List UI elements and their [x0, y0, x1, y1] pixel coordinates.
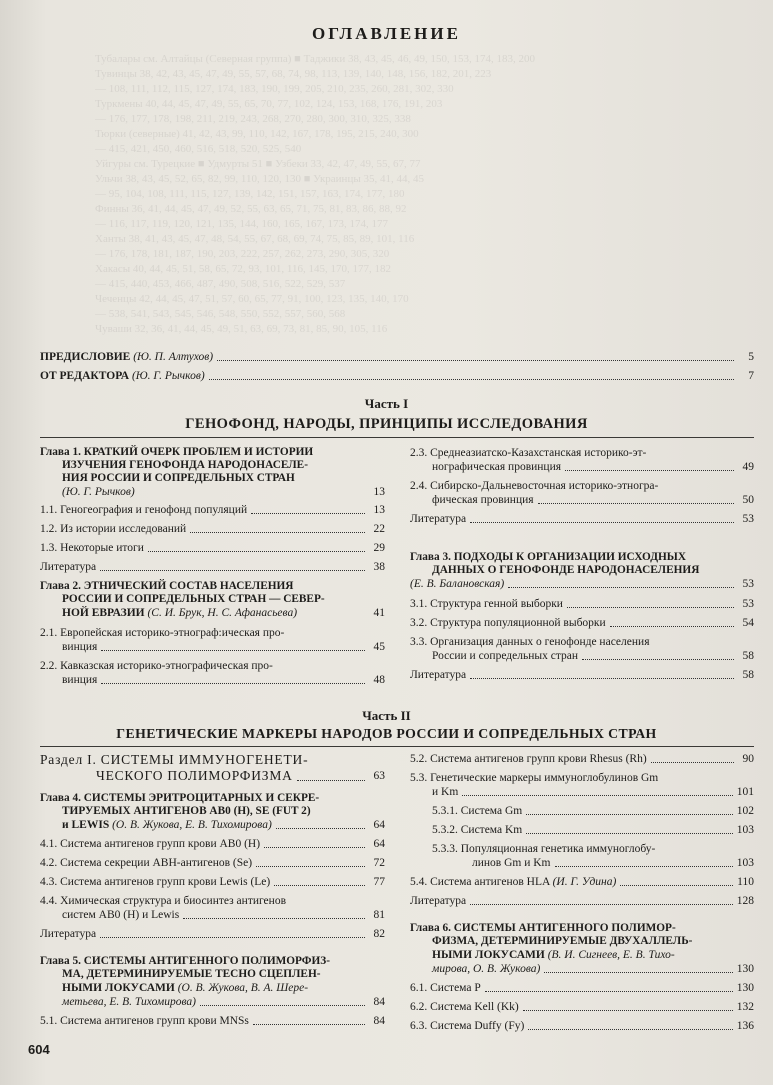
entry-label: систем АВ0 (Н) и Lewis	[62, 909, 180, 921]
page-ref: 13	[373, 486, 385, 498]
entry-label: ОТ РЕДАКТОРА	[40, 370, 130, 382]
toc-section-2-3[interactable]	[410, 446, 754, 474]
chapter-line: ФИЗМА, ДЕТЕРМИНИРУЕМЫЕ ДВУХАЛЛЕЛЬ-	[432, 935, 693, 947]
entry-label: 3.3. Организация данных о генофонде населения	[410, 636, 650, 648]
entry-label: нографическая провинция	[432, 461, 562, 473]
entry-label: 6.1. Система P	[410, 982, 481, 994]
page-ref: 54	[742, 617, 754, 629]
page-ref: 132	[736, 1001, 754, 1013]
page-ref: 53	[742, 513, 754, 525]
toc-section-5-3-1[interactable]	[410, 804, 754, 818]
entry-label: и Km	[432, 786, 459, 798]
leader-dots	[582, 659, 734, 660]
toc-section-3-1[interactable]	[410, 597, 754, 611]
page-ref: 128	[736, 895, 754, 907]
leader-dots	[101, 650, 365, 651]
toc-chapter-6[interactable]	[410, 922, 754, 976]
entry-author: (Е. В. Балановская)	[410, 578, 505, 590]
toc-literature-1[interactable]	[40, 560, 385, 574]
toc-chapter-2[interactable]	[40, 580, 385, 620]
page-ref: 110	[737, 876, 754, 888]
entry-label: России и сопредельных стран	[432, 650, 579, 662]
divider	[40, 437, 754, 438]
chapter-line: НИЯ РОССИИ И СОПРЕДЕЛЬНЫХ СТРАН	[62, 472, 295, 484]
leader-dots	[555, 866, 733, 867]
part-title: ГЕНЕТИЧЕСКИЕ МАРКЕРЫ НАРОДОВ РОССИИ И СОПРЕДЕЛЬНЫХ СТРАН	[116, 726, 657, 741]
part-label: Часть II	[362, 708, 411, 723]
toc-section-4-1[interactable]	[40, 837, 385, 851]
leader-dots	[297, 780, 365, 781]
entry-label: 4.2. Система секреции АВН-антигенов (Se)	[40, 857, 253, 869]
leader-dots	[544, 972, 732, 973]
page-ref: 48	[373, 674, 385, 686]
toc-literature-5[interactable]	[410, 894, 754, 908]
toc-section-5-2[interactable]	[410, 752, 754, 766]
entry-label: Раздел I. СИСТЕМЫ ИММУНОГЕНЕТИ-	[40, 752, 309, 767]
chapter-line: Глава 5. СИСТЕМЫ АНТИГЕННОГО ПОЛИМОРФИЗ-	[40, 955, 330, 967]
entry-label: 5.3.2. Система Km	[432, 824, 523, 836]
page-ref: 90	[742, 753, 754, 765]
toc-entry-editor-note[interactable]	[40, 369, 754, 383]
chapter-line: МА, ДЕТЕРМИНИРУЕМЫЕ ТЕСНО СЦЕПЛЕН-	[62, 968, 321, 980]
entry-label: 6.3. Система Duffy (Fy)	[410, 1020, 525, 1032]
page-ref: 136	[736, 1020, 754, 1032]
page-ref: 53	[742, 578, 754, 590]
entry-label: Литература	[410, 513, 467, 525]
entry-label: 2.4. Сибирско-Дальневосточная историко-этногра-	[410, 480, 659, 492]
entry-label: ПРЕДИСЛОВИЕ	[40, 351, 131, 363]
page-ref: 130	[736, 982, 754, 994]
toc-right-column-part1	[410, 446, 754, 682]
toc-right-column-part2	[410, 752, 754, 1033]
toc-literature-2[interactable]	[410, 512, 754, 526]
leader-dots	[567, 607, 734, 608]
chapter-line: ТИРУЕМЫХ АНТИГЕНОВ АВ0 (Н), SE (FUT 2)	[62, 805, 311, 817]
leader-dots	[485, 991, 733, 992]
page-ref: 82	[373, 928, 385, 940]
page-ref: 22	[373, 523, 385, 535]
page-ref: 64	[373, 819, 385, 831]
toc-section-5-3-3[interactable]	[410, 842, 754, 870]
entry-label: 1.1. Геногеография и генофонд популяций	[40, 504, 248, 516]
entry-label: 4.3. Система антигенов групп крови Lewis (Le)	[40, 876, 271, 888]
chapter-line: ДАННЫХ О ГЕНОФОНДЕ НАРОДОНАСЕЛЕНИЯ	[432, 564, 700, 576]
toc-section-6-2[interactable]	[410, 1000, 754, 1014]
entry-label: 2.1. Европейская историко-этнограф:ическая про-	[40, 627, 285, 639]
entry-label: 3.1. Структура генной выборки	[410, 598, 563, 610]
leader-dots	[274, 885, 365, 886]
entry-label: 4.1. Система антигенов групп крови АВ0 (Н)	[40, 838, 261, 850]
page-ref: 50	[742, 494, 754, 506]
page-ref: 103	[736, 857, 754, 869]
toc-section-6-3[interactable]	[410, 1019, 754, 1033]
chapter-line: НЫМИ ЛОКУСАМИ	[432, 949, 545, 961]
entry-label: 1.2. Из истории исследований	[40, 523, 187, 535]
chapter-line: Глава 4. СИСТЕМЫ ЭРИТРОЦИТАРНЫХ И СЕКРЕ-	[40, 792, 320, 804]
entry-author: (О. В. Жукова, Е. В. Тихомирова)	[112, 819, 272, 831]
toc-section-2-2[interactable]	[40, 659, 385, 687]
page-ref: 72	[373, 857, 385, 869]
page-ref: 101	[736, 786, 754, 798]
entry-label: 5.2. Система антигенов групп крови Rhesus (Rh)	[410, 753, 647, 765]
leader-dots	[148, 551, 365, 552]
leader-dots	[526, 814, 733, 815]
leader-dots	[565, 470, 734, 471]
toc-section-1-3[interactable]	[40, 541, 385, 555]
leader-dots	[620, 885, 733, 886]
toc-section-4-4[interactable]	[40, 894, 385, 922]
entry-author: мирова, О. В. Жукова)	[432, 963, 541, 975]
entry-label: 5.3.1. Система Gm	[432, 805, 523, 817]
page-ref: 13	[373, 504, 385, 516]
toc-section-5-3-2[interactable]	[410, 823, 754, 837]
page-ref: 41	[373, 607, 385, 619]
page-ref: 84	[373, 1015, 385, 1027]
toc-chapter-3[interactable]	[410, 551, 754, 591]
page-ref: 29	[373, 542, 385, 554]
entry-label: 4.4. Химическая структура и биосинтез антигенов	[40, 895, 286, 907]
bleed-through-text: Тубалары см. Алтайцы (Северная группа) ■ Таджики 38, 43, 45, 46, 49, 150, 153, 174, 183, 200 Тувинцы 38, 42, 43, 45, 47, 49, 55, 57, 68, 74, 98, 113, 139, 140, 148, 156, 182, 201, 223 — 108, 111, 112, 115, 127, 174, 183, 190, 199, 205, 210, 235, 260, 281, 302, 330 Туркмены 40, 44, 45, 47, 49, 55, 65, 70, 77, 102, 124, 153, 168, 176, 191, 203 — 176, 177, 178, 198, 211, 219, 243, 268, 270, 280, 300, 310, 325, 338 Тюрки (северные) 41, 42, 43, 99, 110, 142, 167, 178, 195, 215, 240, 300 — 415, 421, 450, 460, 516, 518, 520, 525, 540 Уйгуры см. Турецкие ■ Удмурты 51 ■ Узбеки 33, 42, 47, 49, 55, 67, 77 Ульчи 38, 43, 45, 52, 65, 82, 99, 110, 120, 130 ■ Украинцы 35, 41, 44, 45 — 95, 104, 108, 111, 115, 127, 139, 142, 151, 157, 163, 174, 177, 180 Финны 36, 41, 44, 45, 47, 49, 52, 55, 63, 65, 71, 75, 81, 83, 86, 88, 92 — 116, 117, 119, 120, 121, 135, 144, 160, 165, 167, 173, 174, 177 Ханты 38, 41, 43, 45, 47, 48, 54, 55, 67, 68, 69, 74, 75, 85, 89, 101, 116 — 176, 178, 181, 187, 190, 203, 222, 257, 262, 273, 290, 305, 320 Хакасы 40, 44, 45, 51, 58, 65, 72, 93, 101, 116, 145, 170, 177, 182 — 415, 440, 453, 466, 487, 490, 508, 516, 522, 529, 537 Чеченцы 42, 44, 45, 47, 51, 57, 60, 65, 77, 91, 100, 123, 135, 140, 170 — 538, 541, 543, 545, 546, 548, 550, 552, 557, 560, 568 Чуваши 32, 36, 41, 44, 45, 49, 51, 63, 69, 73, 81, 85, 90, 105, 116	[95, 53, 535, 335]
page-ref: 58	[742, 650, 754, 662]
leader-dots	[523, 1010, 733, 1011]
entry-author: (Ю. Г. Рычков)	[131, 370, 205, 382]
chapter-line: и LEWIS	[62, 819, 110, 831]
page-ref: 63	[373, 770, 385, 782]
page-ref: 5	[748, 351, 754, 363]
leader-dots	[100, 937, 365, 938]
entry-label: ЧЕСКОГО ПОЛИМОРФИЗМА	[96, 768, 293, 783]
entry-author: (Ю. П. Алтухов)	[133, 351, 214, 363]
chapter-line: Глава 6. СИСТЕМЫ АНТИГЕННОГО ПОЛИМОР-	[410, 922, 676, 934]
entry-author: (В. И. Сигнеев, Е. В. Тихо-	[547, 949, 675, 961]
leader-dots	[264, 847, 365, 848]
page-ref: 45	[373, 641, 385, 653]
toc-section-1-1[interactable]	[40, 503, 385, 517]
leader-dots	[528, 1029, 732, 1030]
entry-label: 2.2. Кавказская историко-этнографическая про-	[40, 660, 273, 672]
entry-label: 2.3. Среднеазиатско-Казахстанская историко-эт-	[410, 447, 647, 459]
toc-section-4-2[interactable]	[40, 856, 385, 870]
entry-label: линов Gm и Km	[472, 857, 551, 869]
toc-left-column-part1	[40, 446, 385, 687]
entry-label: Литература	[40, 928, 97, 940]
leader-dots	[209, 379, 734, 380]
entry-label: 1.3. Некоторые итоги	[40, 542, 144, 554]
chapter-line: Глава 2. ЭТНИЧЕСКИЙ СОСТАВ НАСЕЛЕНИЯ	[40, 580, 294, 592]
chapter-line: РОССИИ И СОПРЕДЕЛЬНЫХ СТРАН — СЕВЕР-	[62, 593, 325, 605]
page-ref: 7	[748, 370, 754, 382]
toc-section-3-3[interactable]	[410, 635, 754, 663]
entry-label: Литература	[410, 895, 467, 907]
leader-dots	[538, 503, 734, 504]
entry-label: фическая провинция	[432, 494, 534, 506]
page-ref: 103	[736, 824, 754, 836]
page-ref: 130	[736, 963, 754, 975]
toc-section-6-1[interactable]	[410, 981, 754, 995]
toc-section-3-2[interactable]	[410, 616, 754, 630]
leader-dots	[256, 866, 365, 867]
toc-section-4-3[interactable]	[40, 875, 385, 889]
leader-dots	[462, 795, 732, 796]
page-ref: 49	[742, 461, 754, 473]
toc-literature-3[interactable]	[410, 668, 754, 682]
entry-label: Литература	[40, 561, 97, 573]
leader-dots	[508, 587, 734, 588]
part-title: ГЕНОФОНД, НАРОДЫ, ПРИНЦИПЫ ИССЛЕДОВАНИЯ	[185, 416, 588, 432]
toc-chapter-5[interactable]	[40, 955, 385, 1009]
leader-dots	[470, 678, 734, 679]
leader-dots	[200, 1005, 365, 1006]
chapter-line: Глава 1. КРАТКИЙ ОЧЕРК ПРОБЛЕМ И ИСТОРИИ	[40, 446, 314, 458]
chapter-line: НЫМИ ЛОКУСАМИ	[62, 982, 175, 994]
part-label: Часть I	[364, 396, 409, 411]
toc-chapter-1[interactable]	[40, 446, 385, 499]
toc-section-5-3[interactable]	[410, 771, 754, 799]
entry-author: (С. И. Брук, Н. С. Афанасьева)	[147, 607, 298, 619]
toc-entry-preface[interactable]	[40, 350, 754, 364]
page-ref: 84	[373, 996, 385, 1008]
chapter-line: НОЙ ЕВРАЗИИ	[62, 607, 145, 619]
chapter-line: Глава 3. ПОДХОДЫ К ОРГАНИЗАЦИИ ИСХОДНЫХ	[410, 551, 687, 563]
page-ref: 81	[373, 909, 385, 921]
entry-label: 5.3.3. Популяционная генетика иммуноглобу-	[432, 843, 656, 855]
toc-left-column-part2	[40, 752, 385, 1028]
page-title: ОГЛАВЛЕНИЕ	[312, 24, 461, 43]
toc-section-razdel-1[interactable]	[40, 752, 385, 784]
leader-dots	[610, 626, 734, 627]
leader-dots	[470, 522, 734, 523]
entry-author: (Ю. Г. Рычков)	[62, 486, 135, 498]
page-ref: 102	[736, 805, 754, 817]
entry-label: 5.1. Система антигенов групп крови MNSs	[40, 1015, 249, 1027]
entry-label: 5.3. Генетические маркеры иммуноглобулинов Gm	[410, 772, 659, 784]
chapter-line: ИЗУЧЕНИЯ ГЕНОФОНДА НАРОДОНАСЕЛЕ-	[62, 459, 308, 471]
toc-section-1-2[interactable]	[40, 522, 385, 536]
leader-dots	[217, 360, 734, 361]
toc-literature-4[interactable]	[40, 927, 385, 941]
leader-dots	[526, 833, 733, 834]
entry-author: (И. Г. Удина)	[552, 876, 617, 888]
toc-section-5-4[interactable]	[410, 875, 754, 889]
toc-section-5-1[interactable]	[40, 1014, 385, 1028]
leader-dots	[651, 762, 734, 763]
leader-dots	[100, 570, 365, 571]
toc-section-2-1[interactable]	[40, 626, 385, 654]
entry-author: метьева, Е. В. Тихомирова)	[62, 996, 196, 1008]
toc-chapter-4[interactable]	[40, 792, 385, 832]
entry-author: (О. В. Жукова, В. А. Шере-	[177, 982, 309, 994]
entry-label: 5.4. Система антигенов HLA	[410, 876, 550, 888]
divider	[40, 746, 754, 747]
page-number: 604	[28, 1042, 50, 1057]
leader-dots	[470, 904, 733, 905]
page-ref: 64	[373, 838, 385, 850]
leader-dots	[276, 828, 365, 829]
leader-dots	[183, 918, 365, 919]
page-ref: 58	[742, 669, 754, 681]
page-ref: 53	[742, 598, 754, 610]
leader-dots	[190, 532, 365, 533]
entry-label: 3.2. Структура популяционной выборки	[410, 617, 606, 629]
entry-label: винция	[62, 641, 98, 653]
leader-dots	[251, 513, 365, 514]
leader-dots	[253, 1024, 365, 1025]
page-ref: 77	[373, 876, 385, 888]
entry-label: 6.2. Система Kell (Kk)	[410, 1001, 519, 1013]
entry-label: Литература	[410, 669, 467, 681]
toc-section-2-4[interactable]	[410, 479, 754, 507]
page-ref: 38	[373, 561, 385, 573]
leader-dots	[101, 683, 365, 684]
entry-label: винция	[62, 674, 98, 686]
